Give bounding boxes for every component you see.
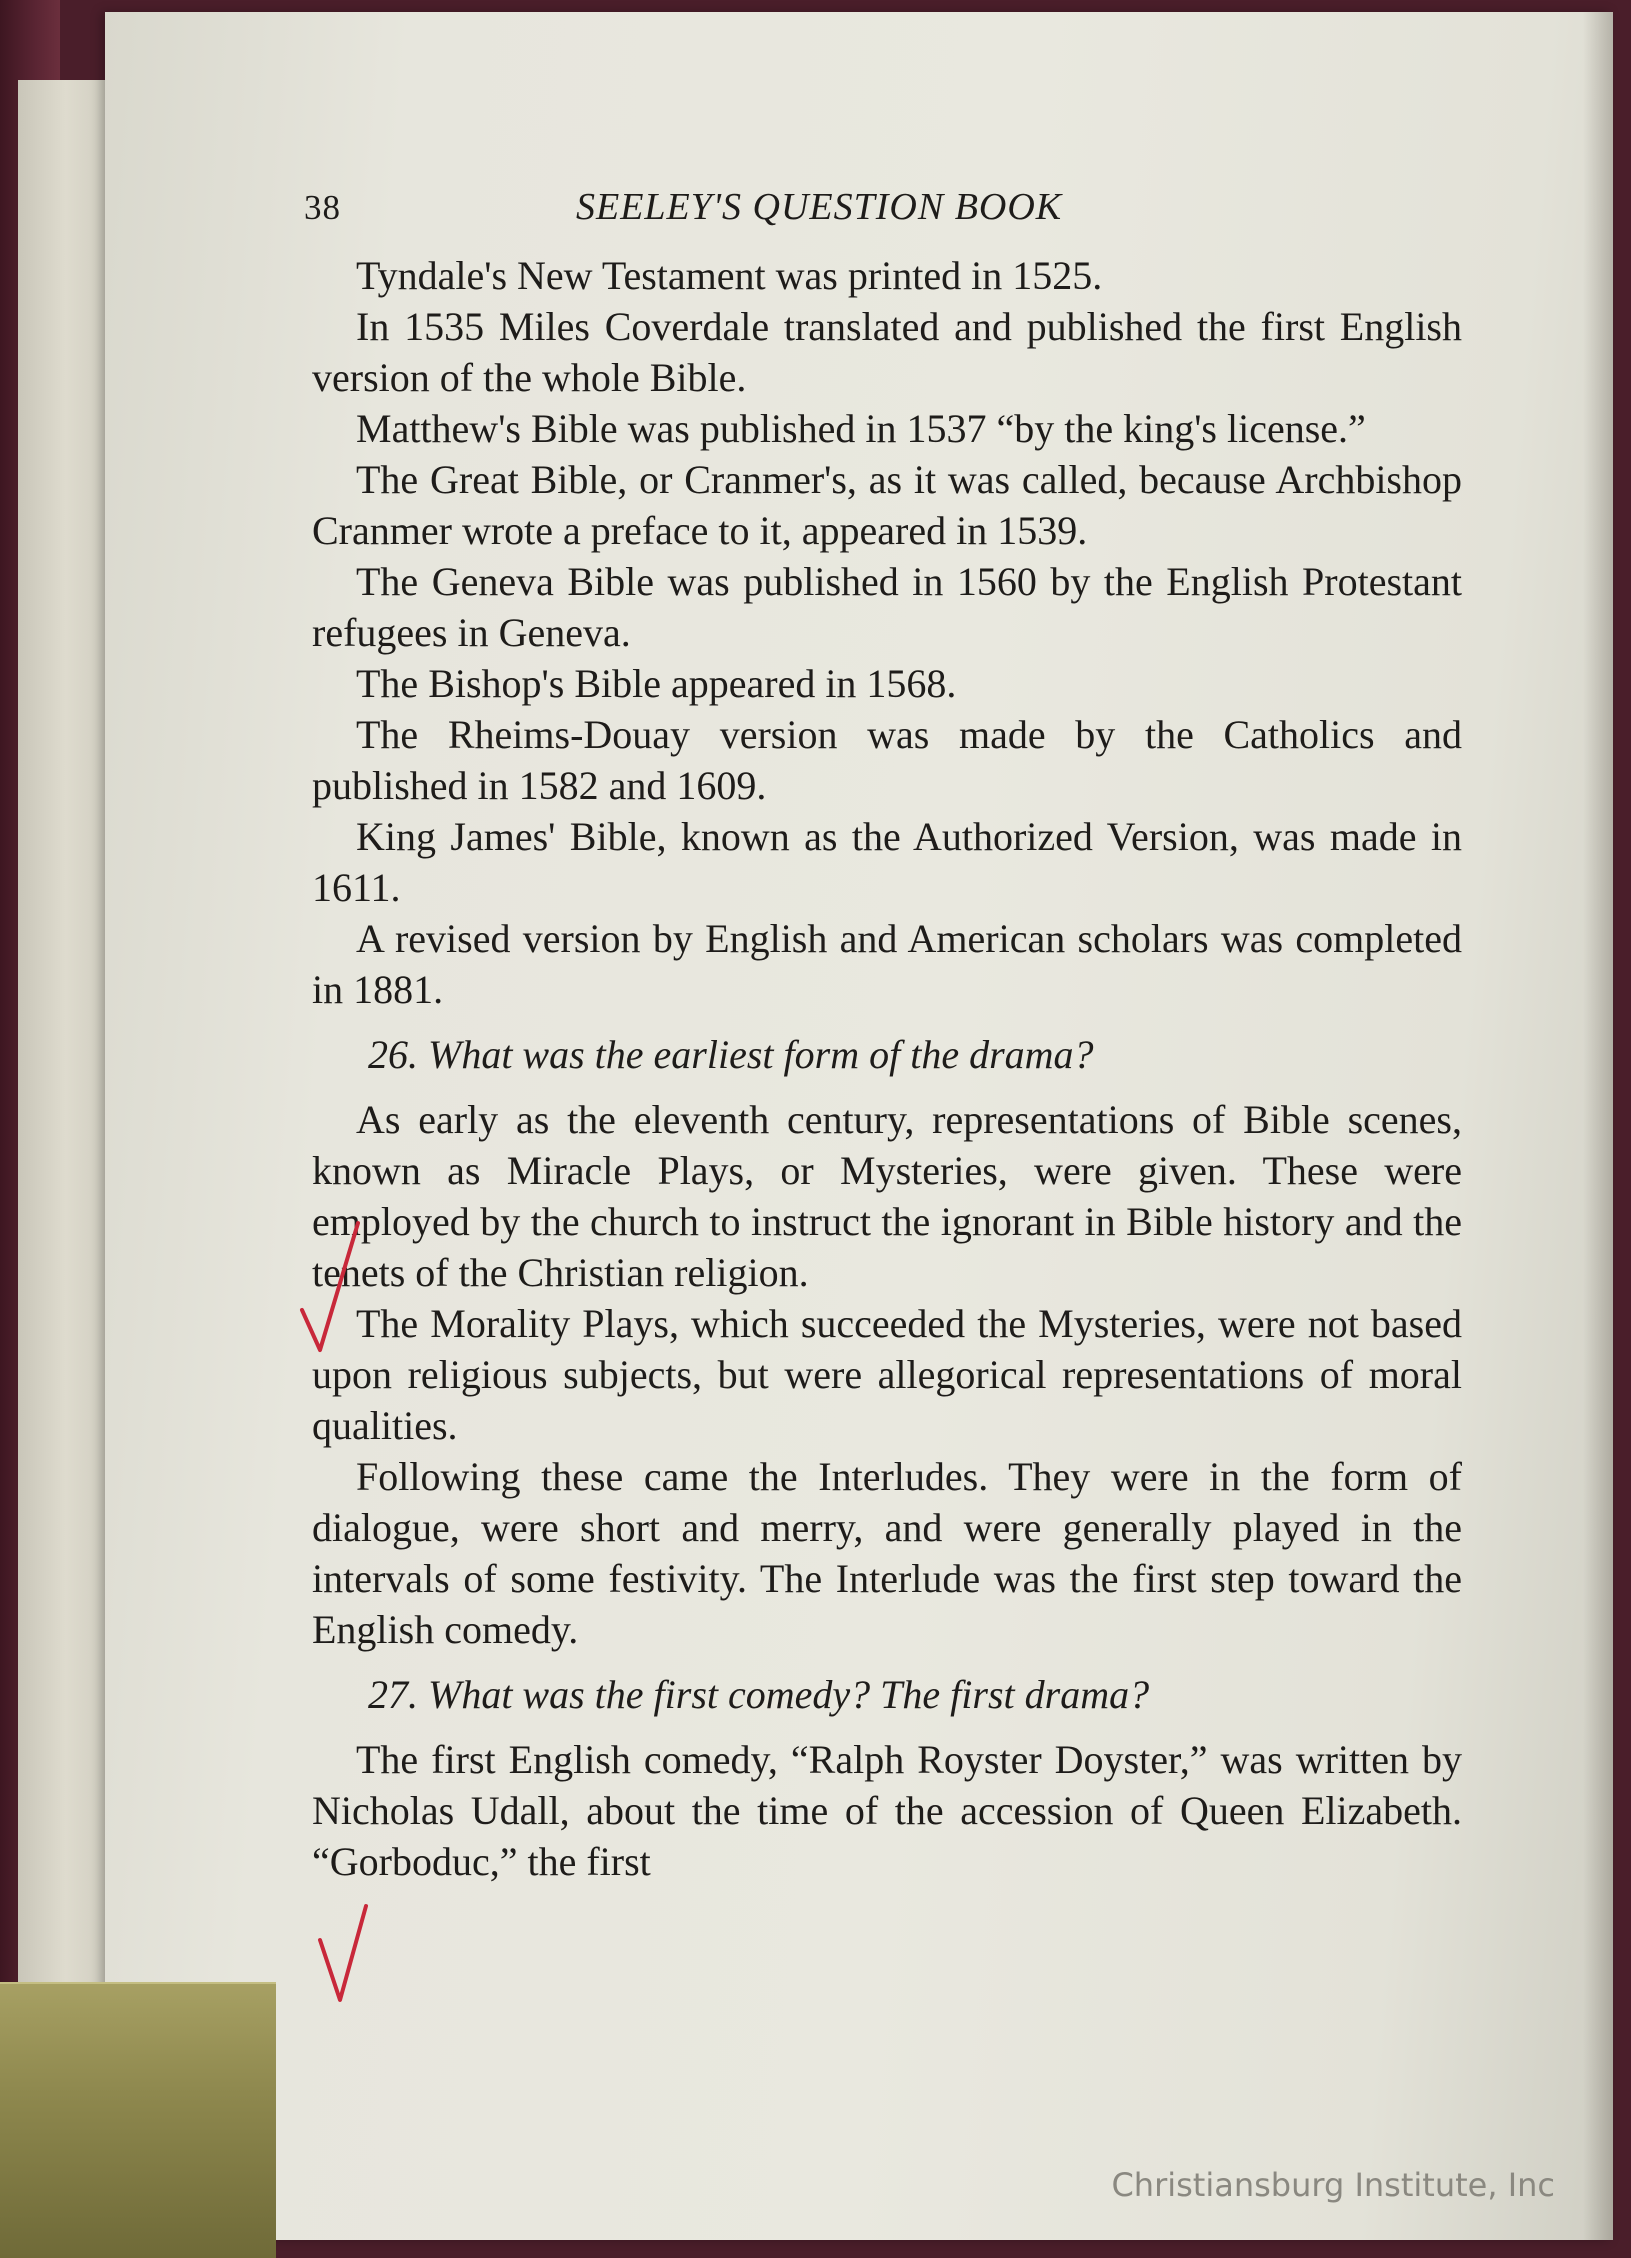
paragraph: Tyndale's New Testament was printed in 1525. [356,253,1103,298]
paragraph: The Bishop's Bible appeared in 1568. [356,661,957,706]
paragraph: The Morality Plays, which succeeded the Mysteries, were not based upon religious subjects, but were allegorical representations of moral qualities. [312,1301,1462,1448]
question-heading-26: 26. What was the earliest form of the drama? [368,1032,1094,1077]
paragraph: The Great Bible, or Cranmer's, as it was called, because Archbishop Cranmer wrote a preface to it, appeared in 1539. [312,457,1462,553]
check-mark-icon [314,1900,394,2040]
running-head [304,180,1462,250]
page-content [304,180,1462,1887]
paragraph: A revised version by English and American scholars was completed in 1881. [312,916,1462,1012]
question-heading-27: 27. What was the first comedy? The first drama? [368,1672,1150,1717]
book-title: SEELEY'S QUESTION BOOK [576,186,1063,228]
paragraph: King James' Bible, known as the Authorized Version, was made in 1611. [312,814,1462,910]
paragraph: The first English comedy, “Ralph Royster Doyster,” was written by Nicholas Udall, about the time of the accession of Queen Elizabeth. “Gorboduc,” the first [312,1737,1462,1884]
paragraph: As early as the eleventh century, representations of Bible scenes, known as Miracle Plays, or Mysteries, were given. These were employed by the church to instruct the ignorant in Bible history and the tenets of the Christian religion. [312,1097,1462,1295]
bookmark-strip [0,1982,276,2258]
page-number: 38 [304,188,341,227]
watermark: Christiansburg Institute, Inc [1111,2166,1555,2204]
paragraph: Matthew's Bible was published in 1537 “by the king's license.” [356,406,1366,451]
check-mark-icon [296,1215,376,1355]
paragraph: The Geneva Bible was published in 1560 by the English Protestant refugees in Geneva. [312,559,1462,655]
paragraph: The Rheims-Douay version was made by the Catholics and published in 1582 and 1609. [312,712,1462,808]
previous-page-edge [18,80,114,2130]
paragraph: Following these came the Interludes. They were in the form of dialogue, were short and merry, and were generally played in the intervals of some festivity. The Interlude was the first step toward the English comedy. [312,1454,1462,1652]
paragraph: In 1535 Miles Coverdale translated and published the first English version of the whole Bible. [312,304,1462,400]
